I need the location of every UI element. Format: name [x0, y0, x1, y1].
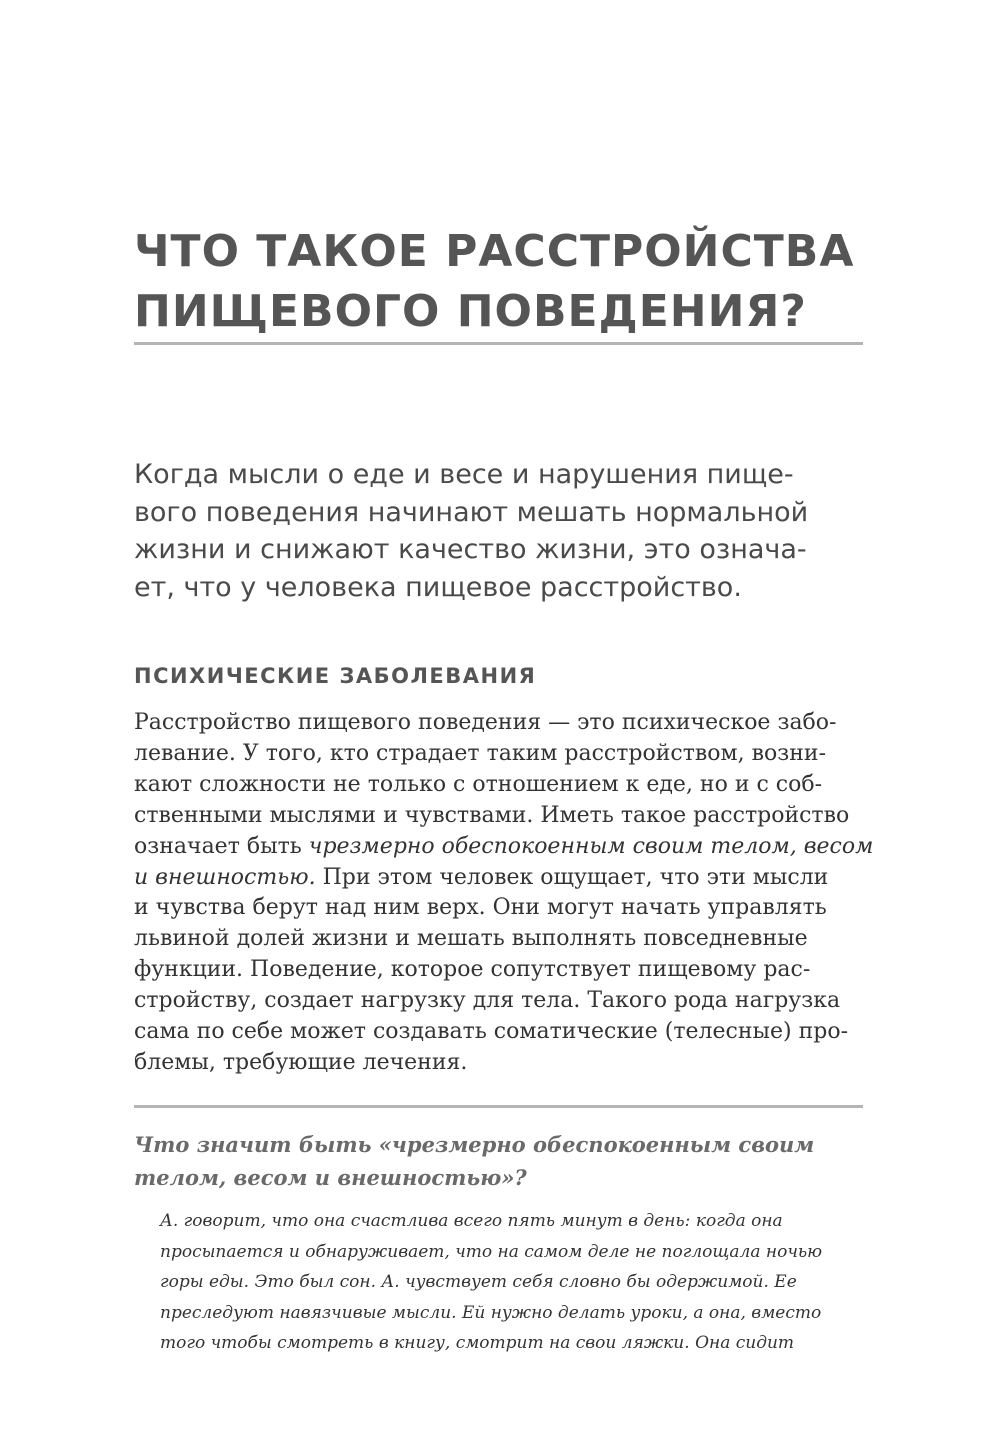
- lead-line: вого поведения начинают мешать нормальной: [134, 496, 809, 528]
- body-line: блемы, требующие лечения.: [134, 1049, 468, 1075]
- body-line: ственными мыслями и чувствами. Иметь такое расстройство: [134, 802, 850, 828]
- example-line: А. говорит, что она счастлива всего пять минут в день: когда она: [160, 1211, 783, 1231]
- body-emphasis: чрезмерно обеспокоенным своим телом, весом: [308, 833, 874, 859]
- chapter-title: [134, 222, 874, 342]
- chapter-title-line: ЧТО ТАКОЕ РАССТРОЙСТВА: [134, 226, 855, 277]
- body-line: львиной долей жизни и мешать выполнять повседневные: [134, 926, 808, 952]
- body-line: [134, 863, 874, 894]
- box-example: [160, 1206, 870, 1359]
- example-line: того чтобы смотреть в книгу, смотрит на свои ляжки. Она сидит: [160, 1333, 795, 1353]
- title-divider: [134, 342, 863, 345]
- body-paragraph: [134, 708, 874, 1079]
- box-question: [134, 1128, 874, 1194]
- body-line: кают сложности не только с отношением к еде, но и с соб-: [134, 771, 823, 797]
- body-line: и чувства берут над ним верх. Они могут начать управлять: [134, 895, 827, 921]
- question-line: телом, весом и внешностью»?: [134, 1165, 527, 1190]
- body-line: [134, 832, 874, 863]
- chapter-title-line: ПИЩЕВОГО ПОВЕДЕНИЯ?: [134, 286, 807, 337]
- example-line: преследуют навязчивые мысли. Ей нужно делать уроки, а она, вместо: [160, 1302, 822, 1323]
- section-heading: ПСИХИЧЕСКИЕ ЗАБОЛЕВАНИЯ: [134, 664, 537, 688]
- body-line-text: При этом человек ощущает, что эти мысли: [315, 864, 829, 890]
- body-line: левание. У того, кто страдает таким расстройством, возни-: [134, 740, 827, 766]
- body-emphasis: и внешностью.: [134, 864, 316, 890]
- body-line: стройству, создает нагрузку для тела. Такого рода нагрузка: [134, 988, 841, 1014]
- lead-line: ет, что у человека пищевое расстройство.: [134, 571, 742, 603]
- body-line: Расстройство пищевого поведения — это психическое забо-: [134, 710, 837, 735]
- body-line: сама по себе может создавать соматические (телесные) про-: [134, 1019, 849, 1045]
- body-line-text: означает быть: [134, 833, 309, 859]
- lead-line: Когда мысли о еде и весе и нарушения пище-: [134, 459, 794, 490]
- question-line: Что значит быть «чрезмерно обеспокоенным своим: [134, 1132, 815, 1157]
- example-line: горы еды. Это был сон. А. чувствует себя словно бы одержимой. Ее: [160, 1272, 797, 1292]
- body-line: функции. Поведение, которое сопутствует пищевому рас-: [134, 957, 811, 983]
- example-line: просыпается и обнаруживает, что на самом деле не поглощала ночью: [160, 1241, 823, 1262]
- box-divider: [134, 1105, 863, 1108]
- lead-paragraph: [134, 456, 874, 606]
- lead-line: жизни и снижают качество жизни, это означа-: [134, 534, 807, 565]
